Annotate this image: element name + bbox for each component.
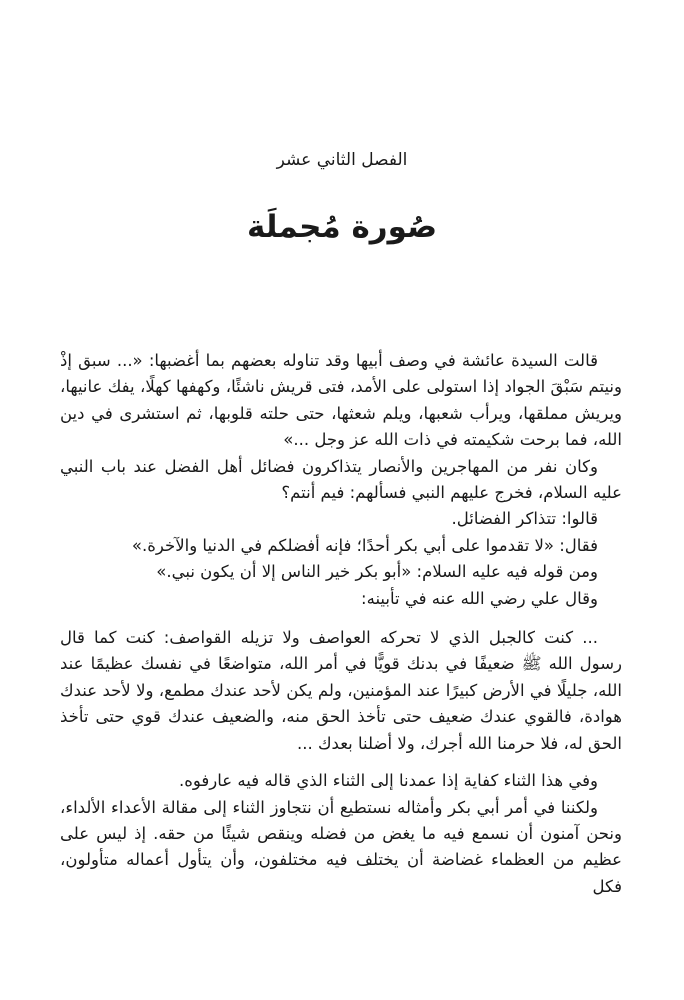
paragraph-prophet-saying: فقال: «لا تقدموا على أبي بكر أحدًا؛ فإنه أفضلكم في الدنيا والآخرة.» — [131, 535, 598, 555]
chapter-body — [60, 348, 622, 900]
quote-text: ... كنت كالجبل الذي لا تحركه العواصف ولا تزيله القواصف: كنت كما قال رسول الله ﷺ ضعيفًا في بدنك قويًّا في أمر الله، متواضعًا في نفسك عظيمًا عند الله، جليلًا في الأرض كبيرًا عند المؤمنين، ولم يكن لأحد عندك مطمع، ولا لأحد عندك هوادة، فالقوي عندك ضعيف حتى تأخذ الحق منه، والضعيف عندك قوي حتى تأخذ الحق له، فلا حرمنا الله أجرك، ولا أضلنا بعدك ... — [60, 628, 622, 753]
paragraph-aisha-quote: قالت السيدة عائشة في وصف أبيها وقد تناوله بعضهم بما أغضبها: «... سبق إذْ ونيتم سَبْقَ الجواد إذا استولى على الأمد، فتى قريش ناشئًا، وكهفها كهلًا، يفك عانيها، ويريش مملقها، ويرأب شعبها، ويلم شعثها، حتى حلته قلوبها، ثم استشرى في دين الله، فما برحت شكيمته في ذات الله عز وجل ...» — [60, 351, 622, 450]
paragraph-companions: وكان نفر من المهاجرين والأنصار يتذاكرون فضائل أهل الفضل عند باب النبي عليه السلام، فخرج عليهم النبي فسألهم: فيم أنتم؟ — [60, 456, 622, 503]
paragraph-prophet-saying-2: ومن قوله فيه عليه السلام: «أبو بكر خير الناس إلا أن يكون نبي.» — [156, 562, 598, 582]
paragraph-ali-intro: وقال علي رضي الله عنه في تأبينه: — [361, 588, 598, 608]
paragraph-praise-sufficient: وفي هذا الثناء كفاية إذا عمدنا إلى الثناء الذي قاله فيه عارفوه. — [178, 771, 598, 791]
paragraph-reply: قالوا: تتذاكر الفضائل. — [451, 509, 598, 529]
paragraph-enemies: ولكننا في أمر أبي بكر وأمثاله نستطيع أن نتجاوز الثناء إلى مقالة الأعداء الألداء، ونحن آمنون أن نسمع فيه ما يغض من فضله وينقص شيئًا من حقه. إذ ليس على عظيم من العظماء غضاضة أن يختلف فيه مختلفون، وأن يتأول أعماله متأولون، فكل — [60, 797, 622, 896]
ali-eulogy-quote — [60, 625, 622, 757]
chapter-title: صُورة مُجملَة — [246, 209, 438, 245]
chapter-label: الفصل الثاني عشر — [276, 150, 408, 170]
